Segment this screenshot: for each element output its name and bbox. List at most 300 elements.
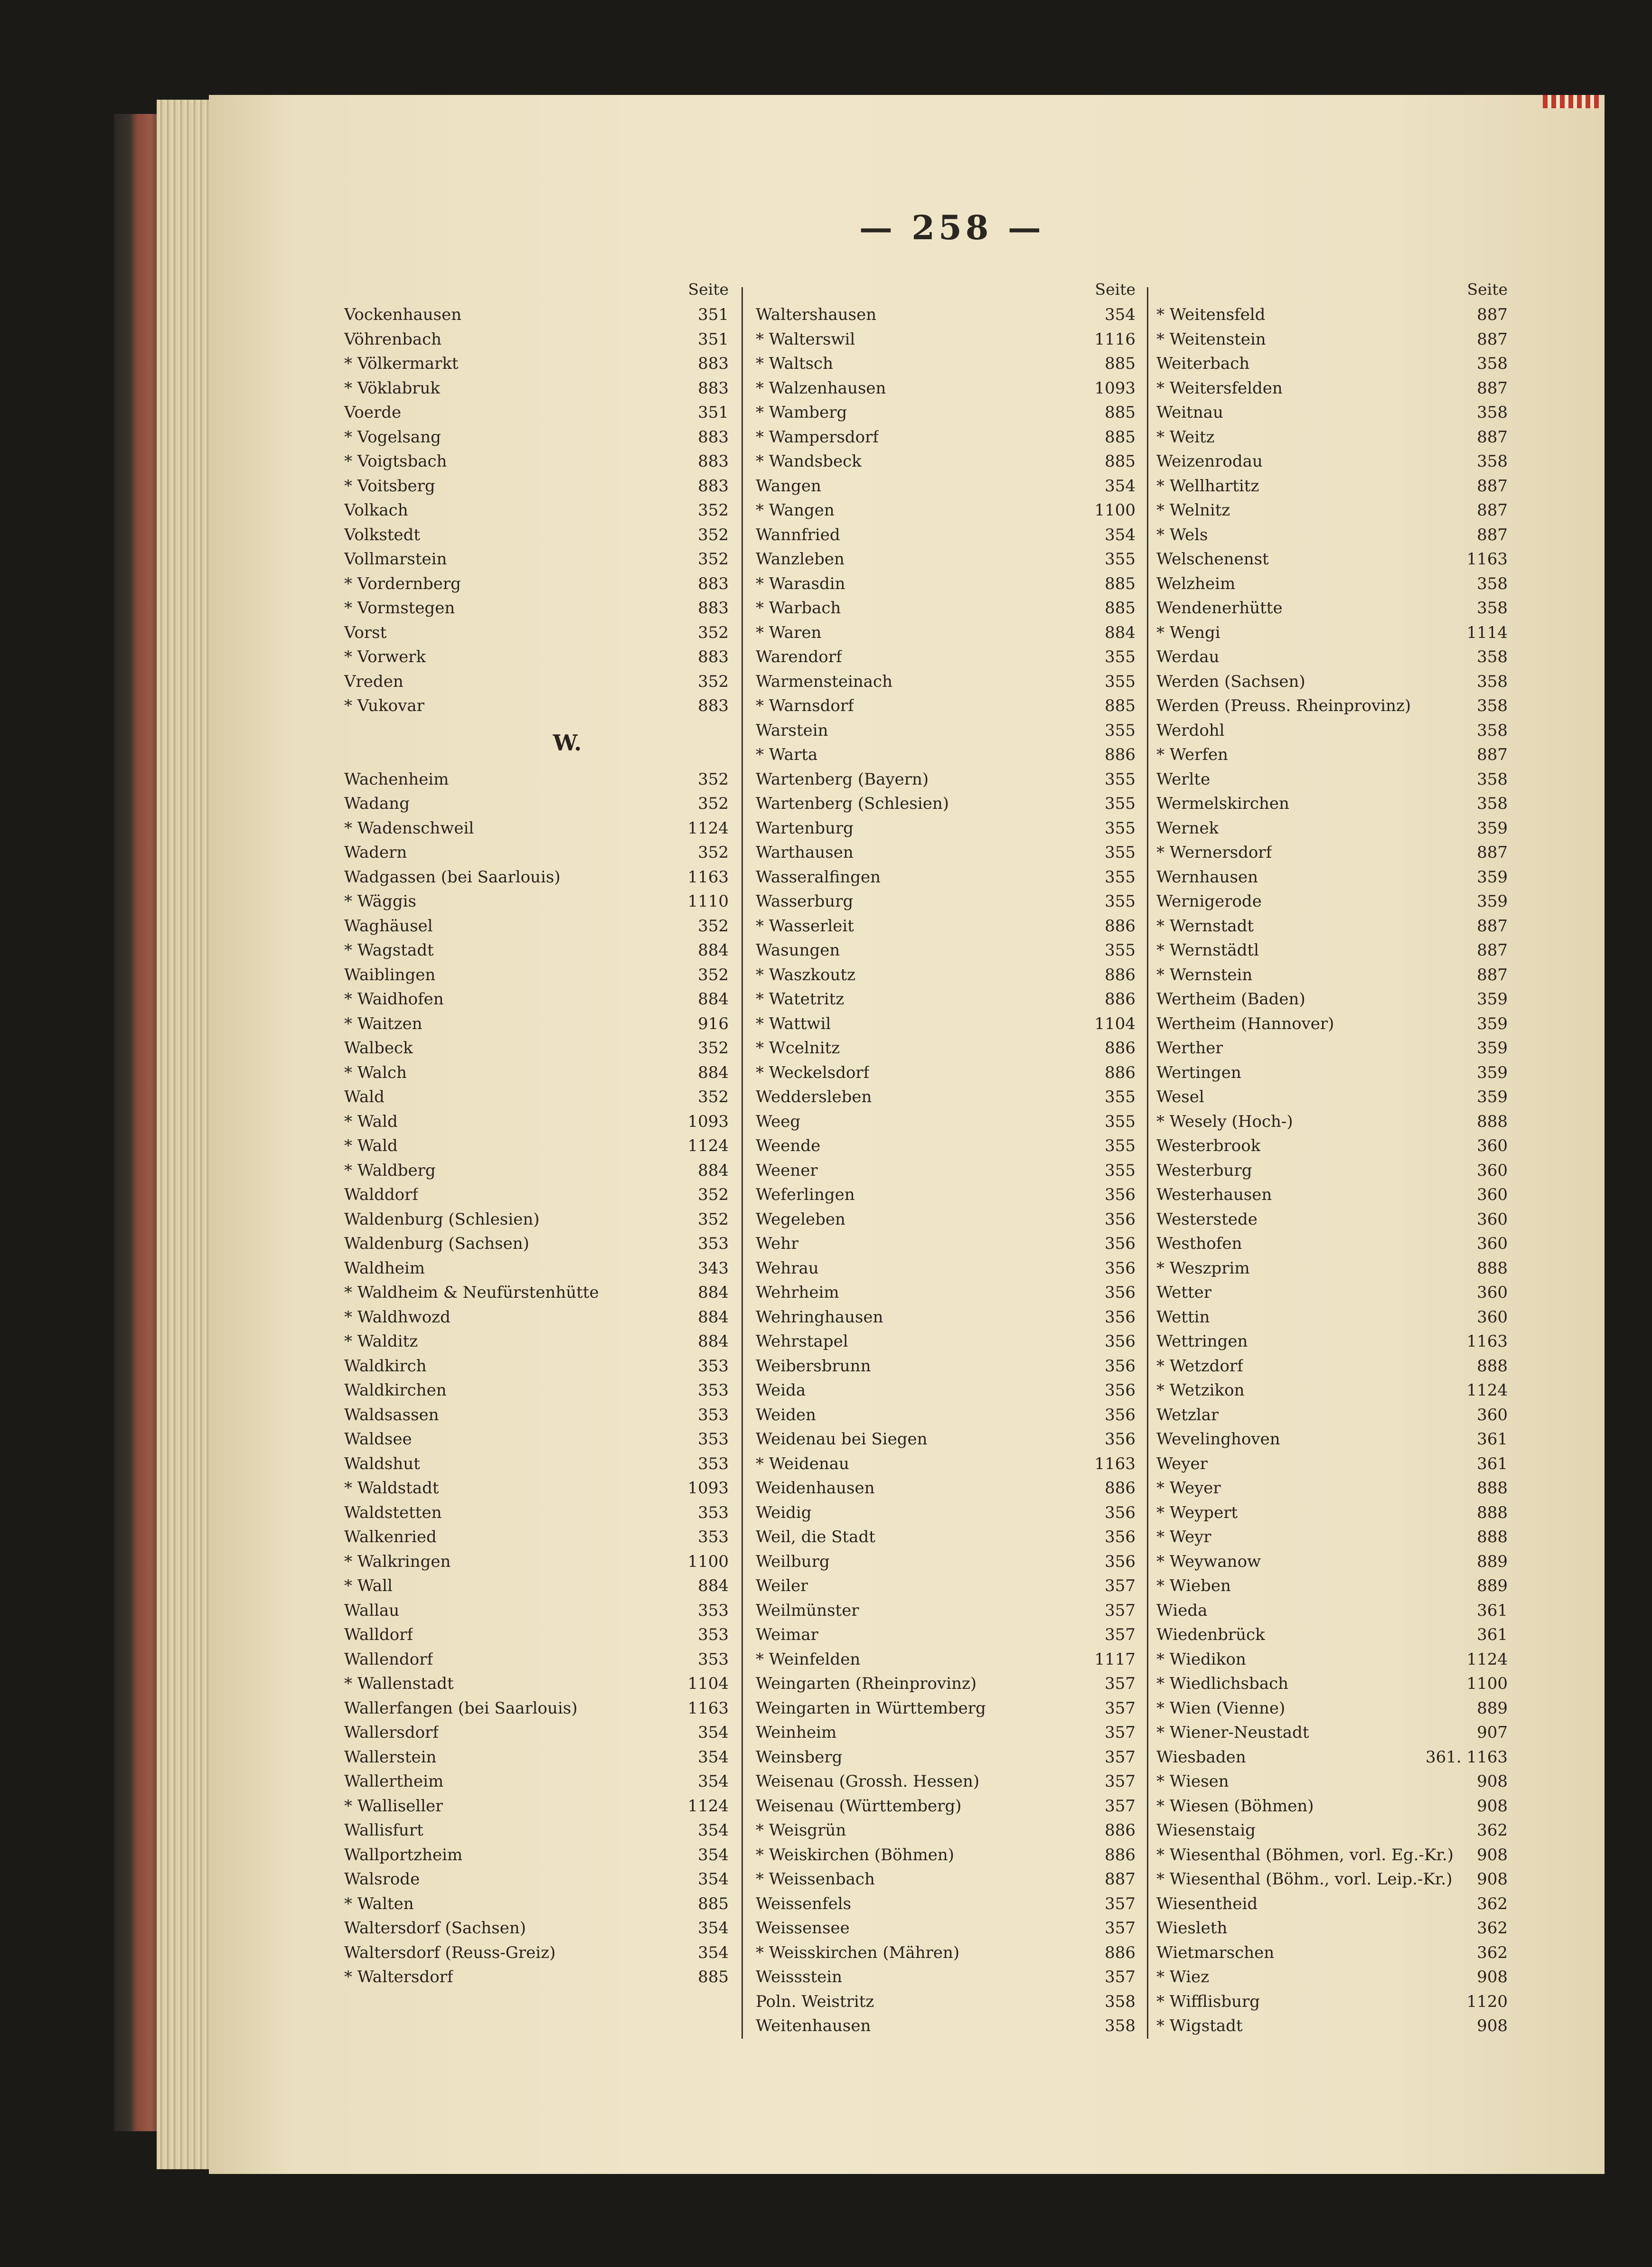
page-reference: 883: [698, 599, 729, 618]
place-name: * Wiesen (Böhmen): [1156, 1796, 1314, 1816]
index-entry: [344, 670, 729, 694]
place-name: Werden (Sachsen): [1156, 672, 1305, 691]
place-name: Weddersleben: [756, 1087, 872, 1106]
index-entry: [344, 1770, 729, 1794]
index-entry: [344, 1648, 729, 1672]
index-entry: [1156, 1354, 1508, 1379]
seite-label: Seite: [1467, 280, 1508, 299]
index-entry: [756, 914, 1136, 939]
page-reference: 888: [1477, 1356, 1508, 1376]
index-entry: [344, 1599, 729, 1623]
page-reference: 352: [698, 623, 729, 642]
page-reference: 883: [698, 378, 729, 398]
page-reference: 883: [698, 427, 729, 447]
page-reference: 887: [1477, 476, 1508, 496]
index-entry: [1156, 303, 1508, 328]
index-column-3: [1156, 280, 1508, 2039]
page-number: — 258 —: [859, 208, 1045, 247]
page-reference: 884: [698, 1332, 729, 1351]
index-entry: [1156, 1916, 1508, 1941]
index-entry: [1156, 1721, 1508, 1745]
index-entry: [756, 1427, 1136, 1452]
index-entry: [756, 401, 1136, 425]
index-entry: [1156, 401, 1508, 425]
index-entry: [1156, 938, 1508, 963]
page-reference: 351: [698, 403, 729, 422]
place-name: Werdau: [1156, 647, 1220, 666]
index-entry: [756, 963, 1136, 988]
page-reference: 1117: [1094, 1649, 1136, 1669]
page-reference: 1163: [687, 867, 729, 887]
index-entry: [344, 596, 729, 621]
page-reference: 353: [698, 1454, 729, 1473]
index-column-2: [756, 280, 1136, 2039]
page-reference: 1114: [1466, 623, 1508, 642]
page-reference: 352: [698, 769, 729, 789]
place-name: * Wasserleit: [756, 916, 854, 936]
place-name: Wehr: [756, 1234, 799, 1253]
page-reference: 360: [1477, 1405, 1508, 1424]
page-reference: 358: [1477, 672, 1508, 691]
page-reference: 359: [1477, 1039, 1508, 1058]
place-name: * Warnsdorf: [756, 696, 854, 715]
page-reference: 885: [1105, 403, 1136, 422]
place-name: * Waitzen: [344, 1014, 422, 1033]
page-reference: 362: [1477, 1943, 1508, 1962]
page-reference: 355: [1105, 769, 1136, 789]
place-name: Wettringen: [1156, 1332, 1248, 1351]
page-reference: 885: [698, 1894, 729, 1913]
page-reference: 1124: [1466, 1649, 1508, 1669]
place-name: Weinheim: [756, 1723, 837, 1742]
page-reference: 886: [1105, 1845, 1136, 1864]
index-entry: [1156, 1378, 1508, 1403]
page-reference: 355: [1105, 1136, 1136, 1155]
page-reference: 1093: [687, 1112, 729, 1131]
place-name: Westhofen: [1156, 1234, 1242, 1253]
index-entry: [756, 987, 1136, 1012]
index-entry: [344, 1183, 729, 1208]
page-reference: 884: [698, 1063, 729, 1082]
index-entry: [756, 1110, 1136, 1134]
place-name: * Weiskirchen (Böhmen): [756, 1845, 955, 1864]
index-entry: [1156, 1550, 1508, 1574]
index-entry: [344, 450, 729, 474]
page-reference: 358: [1477, 574, 1508, 593]
page-reference: 887: [1477, 305, 1508, 324]
index-entry: [344, 1281, 729, 1305]
index-entry: [344, 938, 729, 963]
place-name: Wetter: [1156, 1283, 1211, 1302]
place-name: Werlte: [1156, 769, 1211, 789]
place-name: Wehrheim: [756, 1283, 839, 1302]
place-name: * Wäggis: [344, 892, 416, 911]
page-reference: 353: [698, 1430, 729, 1449]
place-name: Wiesenstaig: [1156, 1821, 1256, 1840]
index-entry: [1156, 1085, 1508, 1110]
place-name: Volkach: [344, 501, 408, 520]
index-entry: [344, 303, 729, 328]
place-name: * Wigstadt: [1156, 2016, 1243, 2035]
page-reference: 883: [698, 354, 729, 373]
page-reference: 886: [1105, 990, 1136, 1009]
place-name: Wertheim (Baden): [1156, 990, 1305, 1009]
place-name: Weisenau (Grossh. Hessen): [756, 1772, 980, 1791]
page-reference: 360: [1477, 1136, 1508, 1155]
place-name: Wevelinghoven: [1156, 1430, 1280, 1449]
place-name: Wangen: [756, 476, 821, 496]
page-reference: 357: [1105, 1576, 1136, 1595]
index-entry: [1156, 1843, 1508, 1868]
entry-list: [756, 303, 1136, 2039]
place-name: Weeg: [756, 1112, 801, 1131]
page-reference: 354: [698, 1747, 729, 1767]
place-name: Wallportzheim: [344, 1845, 463, 1864]
index-entry: [756, 1256, 1136, 1281]
index-entry: [1156, 1159, 1508, 1183]
place-name: Weiler: [756, 1576, 808, 1595]
page-reference: 883: [698, 647, 729, 666]
page-reference: 1124: [687, 1796, 729, 1816]
page-reference: 888: [1477, 1112, 1508, 1131]
place-name: Waldheim: [344, 1258, 425, 1278]
index-entry: [1156, 890, 1508, 914]
index-entry: [756, 1476, 1136, 1501]
index-entry: [344, 1745, 729, 1770]
index-entry: [756, 1232, 1136, 1256]
index-entry: [1156, 572, 1508, 597]
place-name: Wertingen: [1156, 1063, 1241, 1082]
page-reference: 1104: [687, 1674, 729, 1693]
place-name: * Warasdin: [756, 574, 845, 593]
page-reference: 884: [698, 941, 729, 960]
place-name: Wiesleth: [1156, 1919, 1228, 1938]
index-entry: [344, 1843, 729, 1868]
page-reference: 354: [698, 1845, 729, 1864]
place-name: * Wernstadt: [1156, 916, 1254, 936]
place-name: * Wattwil: [756, 1014, 831, 1033]
index-entry: [1156, 1305, 1508, 1330]
index-entry: [1156, 987, 1508, 1012]
index-entry: [1156, 352, 1508, 376]
place-name: Weitnau: [1156, 403, 1223, 422]
index-entry: [344, 1818, 729, 1843]
page-reference: 358: [1105, 1992, 1136, 2011]
index-entry: [756, 1916, 1136, 1941]
index-entry: [756, 328, 1136, 352]
page-reference: 888: [1477, 1258, 1508, 1278]
page-reference: 888: [1477, 1479, 1508, 1498]
index-entry: [1156, 841, 1508, 865]
index-entry: [344, 694, 729, 719]
place-name: * Waltersdorf: [344, 1967, 453, 1986]
page-reference: 1100: [1466, 1674, 1508, 1693]
index-entry: [1156, 645, 1508, 670]
index-entry: [756, 1085, 1136, 1110]
page-reference: 886: [1105, 745, 1136, 764]
place-name: * Weckelsdorf: [756, 1063, 870, 1082]
index-entry: [1156, 1599, 1508, 1623]
index-entry: [756, 938, 1136, 963]
page-reference: 887: [1477, 427, 1508, 447]
page-reference: 355: [1105, 721, 1136, 740]
place-name: Wernigerode: [1156, 892, 1262, 911]
place-name: * Waldhwozd: [344, 1307, 451, 1327]
index-entry: [756, 1550, 1136, 1574]
index-entry: [756, 1745, 1136, 1770]
place-name: Weinsberg: [756, 1747, 843, 1767]
place-name: * Weinfelden: [756, 1649, 861, 1669]
place-name: * Waldberg: [344, 1161, 436, 1180]
page-reference: 353: [698, 1527, 729, 1546]
index-entry: [1156, 1061, 1508, 1086]
page-reference: 352: [698, 1185, 729, 1204]
place-name: Wallisfurt: [344, 1821, 423, 1840]
place-name: Werdohl: [1156, 721, 1225, 740]
place-name: Vorst: [344, 623, 387, 642]
place-name: * Wernstein: [1156, 965, 1253, 984]
place-name: Weiden: [756, 1405, 816, 1424]
place-name: * Waszkoutz: [756, 965, 855, 984]
page-reference: 352: [698, 794, 729, 813]
place-name: * Wifflisburg: [1156, 1992, 1260, 2011]
page-reference: 354: [698, 1772, 729, 1791]
place-name: * Wetzdorf: [1156, 1356, 1243, 1376]
page-reference: 1120: [1466, 1992, 1508, 2011]
page-reference: 355: [1105, 647, 1136, 666]
index-entry: [344, 474, 729, 499]
place-name: Wadang: [344, 794, 410, 813]
index-entry: [756, 425, 1136, 450]
index-entry: [1156, 1110, 1508, 1134]
place-name: Weingarten in Württemberg: [756, 1698, 986, 1718]
index-entry: [1156, 1208, 1508, 1232]
index-entry: [1156, 1648, 1508, 1672]
page-reference: 887: [1477, 378, 1508, 398]
index-entry: [1156, 2014, 1508, 2039]
place-name: * Vordernberg: [344, 574, 461, 593]
place-name: Wallersdorf: [344, 1723, 439, 1742]
index-entry: [756, 303, 1136, 328]
place-name: * Wamberg: [756, 403, 847, 422]
place-name: * Walterswil: [756, 329, 855, 349]
page-reference: 886: [1105, 916, 1136, 936]
page-reference: 356: [1105, 1356, 1136, 1376]
page-reference: 907: [1477, 1723, 1508, 1742]
index-entry: [344, 401, 729, 425]
entry-list: [1156, 303, 1508, 2039]
index-entry: [1156, 792, 1508, 816]
index-entry: [344, 328, 729, 352]
index-entry: [344, 865, 729, 890]
index-entry: [344, 498, 729, 523]
index-entry: [1156, 1770, 1508, 1794]
index-entry: [344, 523, 729, 548]
place-name: Wasserburg: [756, 892, 854, 911]
place-name: * Weitersfelden: [1156, 378, 1283, 398]
page-reference: 357: [1105, 1723, 1136, 1742]
page-reference: 883: [698, 452, 729, 471]
page-reference: 908: [1477, 2016, 1508, 2035]
place-name: * Wcelnitz: [756, 1039, 840, 1058]
index-entry: [344, 1476, 729, 1501]
place-name: Wallertheim: [344, 1772, 444, 1791]
place-name: * Weypert: [1156, 1503, 1238, 1522]
index-entry: [756, 1965, 1136, 1990]
index-entry: [1156, 1036, 1508, 1061]
place-name: Welschenenst: [1156, 550, 1269, 569]
index-entry: [756, 1672, 1136, 1696]
page-reference: 888: [1477, 1527, 1508, 1546]
page-reference: 357: [1105, 1674, 1136, 1693]
place-name: * Waldstadt: [344, 1479, 439, 1498]
index-entry: [344, 1085, 729, 1110]
column-divider: [1147, 287, 1148, 2039]
page-reference: 358: [1477, 403, 1508, 422]
index-entry: [344, 816, 729, 841]
index-entry: [344, 1330, 729, 1354]
page-reference: 358: [1477, 696, 1508, 715]
page-reference: 352: [698, 501, 729, 520]
index-entry: [1156, 768, 1508, 792]
place-name: Walldorf: [344, 1625, 413, 1644]
column-header: [1156, 280, 1508, 303]
place-name: Weyer: [1156, 1454, 1208, 1473]
place-name: Wallendorf: [344, 1649, 433, 1669]
place-name: * Warbach: [756, 599, 841, 618]
place-name: * Weidenau: [756, 1454, 849, 1473]
page-reference: 889: [1477, 1576, 1508, 1595]
place-name: * Welnitz: [1156, 501, 1230, 520]
index-entry: [756, 1696, 1136, 1721]
index-entry: [1156, 523, 1508, 548]
index-entry: [1156, 1403, 1508, 1428]
index-entry: [756, 768, 1136, 792]
index-entry: [344, 1452, 729, 1477]
page-reference: 883: [698, 696, 729, 715]
page-reference: 908: [1477, 1870, 1508, 1889]
index-entry: [756, 1134, 1136, 1159]
page-reference: 886: [1105, 1039, 1136, 1058]
page-reference: 356: [1105, 1185, 1136, 1204]
index-entry: [344, 1941, 729, 1966]
page-reference: 889: [1477, 1552, 1508, 1571]
index-entry: [344, 1892, 729, 1917]
place-name: * Weyr: [1156, 1527, 1211, 1546]
index-entry: [344, 1867, 729, 1892]
place-name: * Wernersdorf: [1156, 843, 1272, 862]
page-reference: 355: [1105, 672, 1136, 691]
place-name: Vollmarstein: [344, 550, 447, 569]
page-reference: 887: [1477, 965, 1508, 984]
place-name: Wartenberg (Bayern): [756, 769, 929, 789]
index-entry: [1156, 1256, 1508, 1281]
page-reference: 352: [698, 550, 729, 569]
page-reference: 359: [1477, 892, 1508, 911]
index-entry: [344, 1916, 729, 1941]
page-reference: 355: [1105, 1112, 1136, 1131]
place-name: Wartenberg (Schlesien): [756, 794, 949, 813]
index-entry: [1156, 1818, 1508, 1843]
place-name: * Wiesenthal (Böhmen, vorl. Eg.-Kr.): [1156, 1845, 1454, 1864]
page-reference: 887: [1477, 941, 1508, 960]
place-name: Waldshut: [344, 1454, 420, 1473]
index-entry: [756, 596, 1136, 621]
page-reference: 889: [1477, 1698, 1508, 1718]
index-entry: [756, 1990, 1136, 2014]
place-name: Walddorf: [344, 1185, 418, 1204]
index-entry: [756, 865, 1136, 890]
page-reference: 359: [1477, 867, 1508, 887]
page-reference: 908: [1477, 1845, 1508, 1864]
page-reference: 358: [1477, 354, 1508, 373]
section-heading: W.: [553, 730, 582, 756]
page-reference: 1163: [1466, 550, 1508, 569]
page-reference: 351: [698, 305, 729, 324]
index-entry: [1156, 547, 1508, 572]
place-name: Waldstetten: [344, 1503, 442, 1522]
index-entry: [756, 890, 1136, 914]
index-entry: [344, 425, 729, 450]
place-name: * Walkringen: [344, 1552, 451, 1571]
page-reference: 1124: [687, 1136, 729, 1155]
page-reference: 355: [1105, 1161, 1136, 1180]
index-entry: [344, 1354, 729, 1379]
index-entry: [344, 1427, 729, 1452]
place-name: Wallerfangen (bei Saarlouis): [344, 1698, 578, 1718]
page-reference: 887: [1477, 501, 1508, 520]
page-reference: 360: [1477, 1209, 1508, 1229]
place-name: * Wallenstadt: [344, 1674, 454, 1693]
index-entry: [1156, 474, 1508, 499]
index-entry: [756, 1061, 1136, 1086]
index-entry: [344, 1550, 729, 1574]
index-entry: [1156, 1525, 1508, 1550]
index-entry: [1156, 1501, 1508, 1526]
index-entry: [1156, 865, 1508, 890]
page-reference: 1163: [687, 1698, 729, 1718]
index-entry: [756, 1183, 1136, 1208]
page-reference: 352: [698, 1039, 729, 1058]
index-entry: [344, 1696, 729, 1721]
index-entry: [344, 914, 729, 939]
page-reference: 353: [698, 1601, 729, 1620]
page-reference: 887: [1477, 916, 1508, 936]
index-entry: [1156, 1183, 1508, 1208]
index-entry: [756, 1574, 1136, 1599]
page-reference: 916: [698, 1014, 729, 1033]
place-name: Werther: [1156, 1039, 1223, 1058]
page-reference: 356: [1105, 1209, 1136, 1229]
place-name: * Wels: [1156, 525, 1208, 544]
place-name: * Waidhofen: [344, 990, 444, 1009]
place-name: * Weitenstein: [1156, 329, 1266, 349]
index-entry: [756, 1281, 1136, 1305]
place-name: Weener: [756, 1161, 818, 1180]
index-entry: [344, 1061, 729, 1086]
place-name: Weidenhausen: [756, 1479, 875, 1498]
page-reference: 887: [1105, 1870, 1136, 1889]
page-reference: 884: [698, 1307, 729, 1327]
index-entry: [1156, 1696, 1508, 1721]
page-reference: 359: [1477, 818, 1508, 838]
page-reference: 1163: [1466, 1332, 1508, 1351]
place-name: Wasseralfingen: [756, 867, 881, 887]
index-entry: [1156, 1745, 1508, 1770]
page-reference: 354: [1105, 305, 1136, 324]
page-reference: 355: [1105, 941, 1136, 960]
page-reference: 358: [1477, 769, 1508, 789]
